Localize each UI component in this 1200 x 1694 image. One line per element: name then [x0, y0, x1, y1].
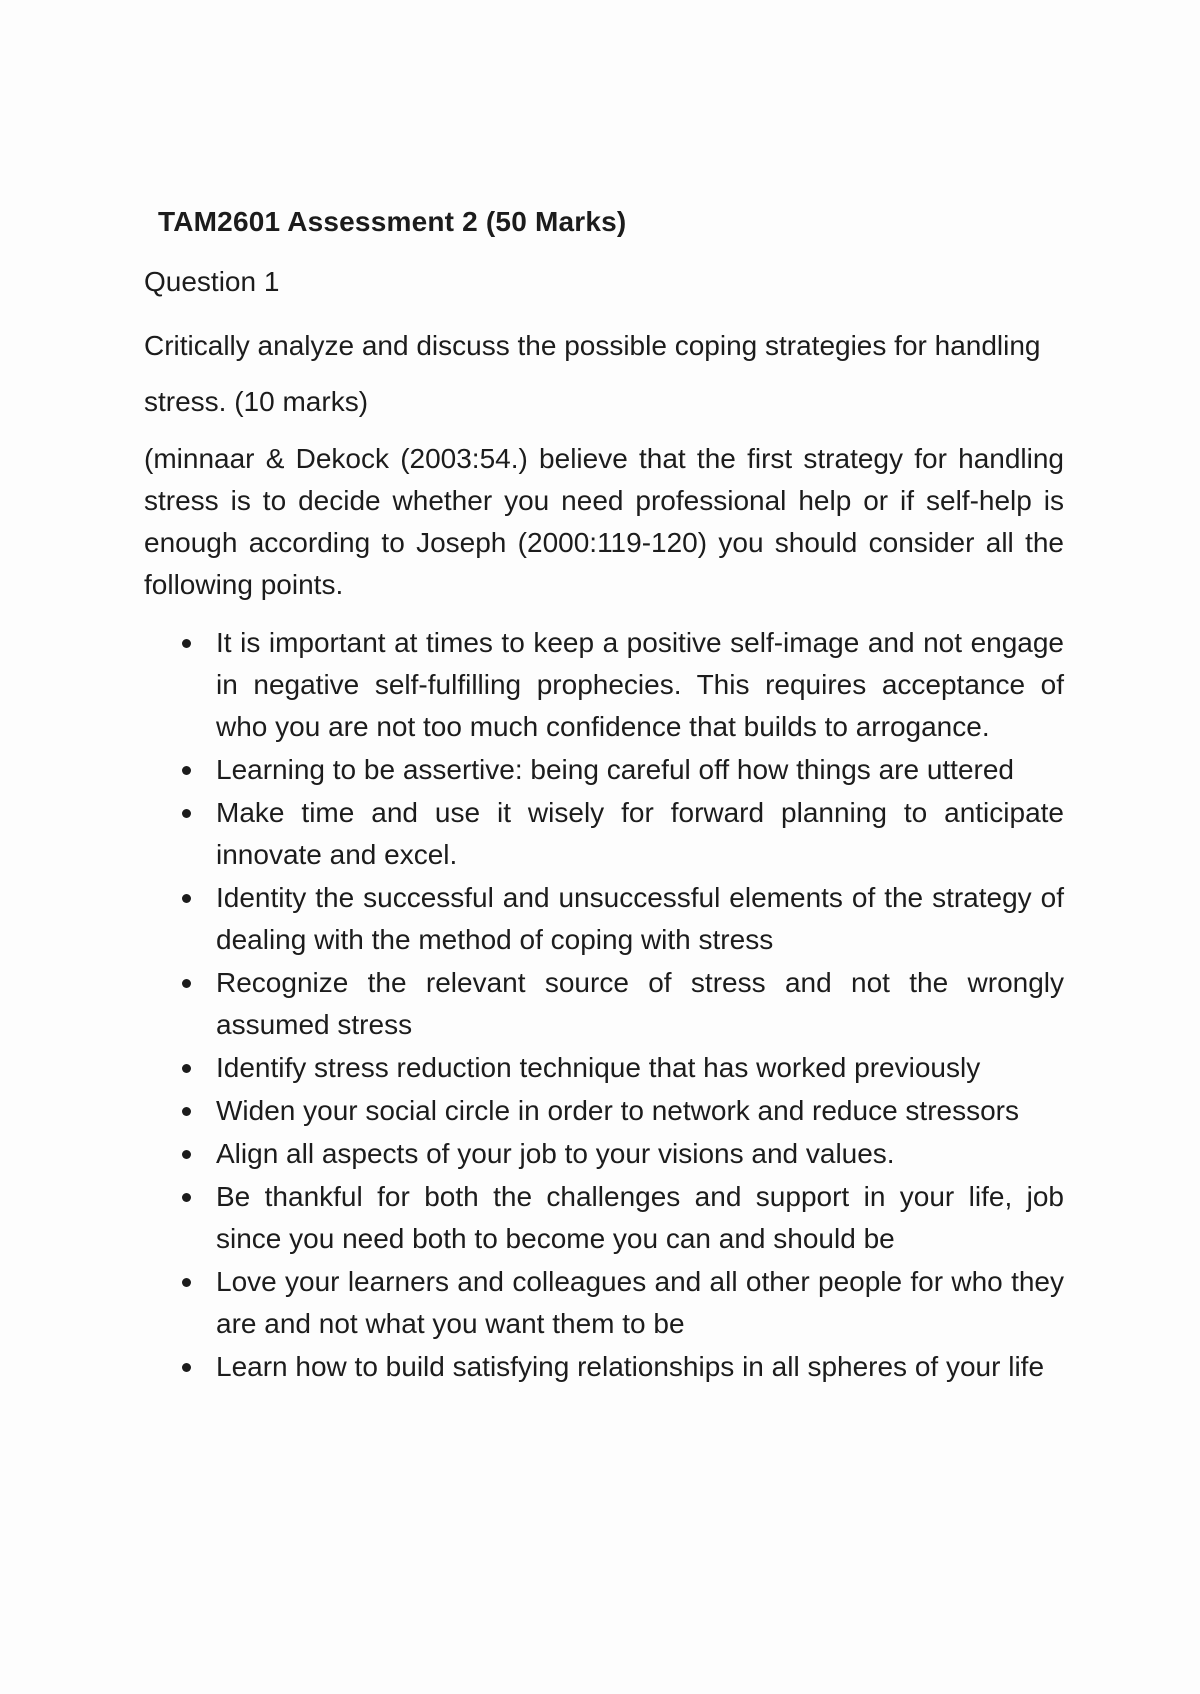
list-item-text: Widen your social circle in order to network and reduce stressors	[216, 1095, 1020, 1126]
question-prompt: Critically analyze and discuss the possible coping strategies for handling stress. (10 marks)	[144, 330, 1041, 417]
bullet-icon	[182, 894, 191, 903]
bullet-icon	[182, 1363, 191, 1372]
list-item-text: Love your learners and colleagues and all other people for who they are and not what you want them to be	[216, 1266, 1064, 1339]
document-title: TAM2601 Assessment 2 (50 Marks)	[158, 206, 627, 237]
list-item	[216, 1346, 1064, 1388]
bullet-icon	[182, 979, 191, 988]
question-label: Question 1	[144, 266, 280, 297]
list-item-text: Make time and use it wisely for forward planning to anticipate innovate and excel.	[216, 797, 1064, 870]
list-item	[216, 1133, 1064, 1175]
list-item-text: Learn how to build satisfying relationships in all spheres of your life	[216, 1351, 1045, 1382]
list-item	[216, 792, 1064, 876]
list-item-text: Learning to be assertive: being careful off how things are uttered	[216, 754, 1014, 785]
list-item	[216, 962, 1064, 1046]
list-item	[216, 1090, 1064, 1132]
bullet-icon	[182, 1278, 191, 1287]
bullet-icon	[182, 1107, 191, 1116]
list-item	[216, 877, 1064, 961]
list-item-text: Identity the successful and unsuccessful elements of the strategy of dealing with the method of coping with stress	[216, 882, 1064, 955]
list-item-text: It is important at times to keep a positive self-image and not engage in negative self-fulfilling prophecies. This requires acceptance of who you are not too much confidence that builds to arrogance.	[216, 627, 1064, 742]
list-item-text: Recognize the relevant source of stress and not the wrongly assumed stress	[216, 967, 1064, 1040]
document-body	[144, 200, 1064, 1389]
list-item	[216, 622, 1064, 748]
list-item-text: Identify stress reduction technique that has worked previously	[216, 1052, 981, 1083]
intro-paragraph: (minnaar & Dekock (2003:54.) believe that the first strategy for handling stress is to decide whether you need professional help or if self-help is enough according to Joseph (2000:119-120) you should consider all the following points.	[144, 443, 1064, 600]
list-item	[216, 1176, 1064, 1260]
bullet-icon	[182, 809, 191, 818]
bullet-icon	[182, 1064, 191, 1073]
bullet-icon	[182, 1193, 191, 1202]
bullet-icon	[182, 639, 191, 648]
bullet-icon	[182, 766, 191, 775]
list-item-text: Be thankful for both the challenges and support in your life, job since you need both to become you can and should be	[216, 1181, 1064, 1254]
bullet-icon	[182, 1150, 191, 1159]
list-item-text: Align all aspects of your job to your visions and values.	[216, 1138, 895, 1169]
list-item	[216, 1261, 1064, 1345]
coping-points-list	[144, 622, 1064, 1388]
list-item	[216, 1047, 1064, 1089]
list-item	[216, 749, 1064, 791]
